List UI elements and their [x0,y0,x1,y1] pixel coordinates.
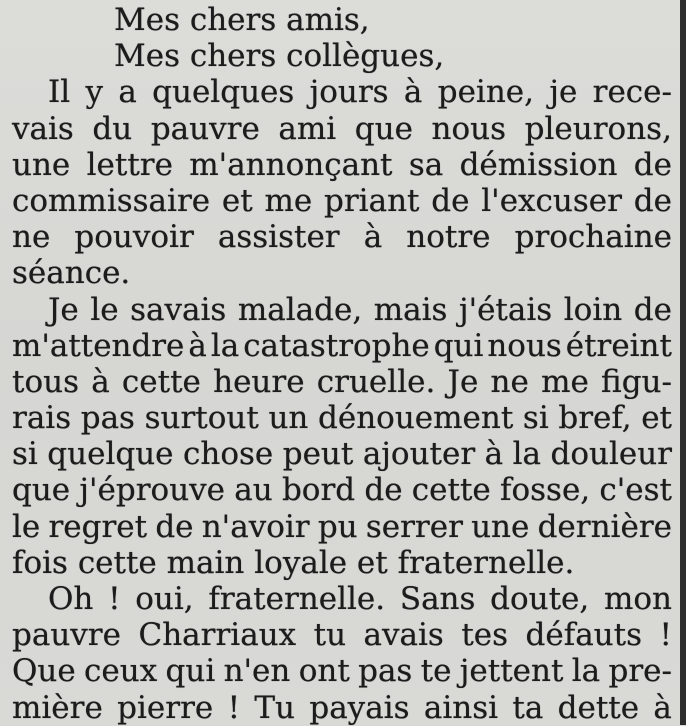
text-line: ne pouvoir assister à notre prochaine [12,219,672,256]
text-line: rais pas surtout un dénouement si bref, et [12,400,672,437]
text-line: Que ceux qui n'en ont pas te jettent la pre- [12,653,672,690]
salutation-line: Mes chers amis, [114,2,370,38]
text-line: séance. [12,255,131,292]
text-line: Je le savais malade, mais j'étais loin de [48,291,672,328]
column-rule [680,0,686,725]
text-line: mière pierre ! Tu payais ainsi ta dette à [12,689,672,726]
text-line: pauvre Charriaux tu avais tes défauts ! [12,617,672,654]
text-line: tous à cette heure cruelle. Je ne me figu- [12,363,672,400]
text-line: commissaire et me priant de l'excuser de [12,182,672,219]
text-line: que j'éprouve au bord de cette fosse, c'est [12,472,672,509]
text-line: fois cette main loyale et fraternelle. [12,544,575,581]
text-line: vais du pauvre ami que nous pleurons, [12,110,672,147]
text-line: Il y a quelques jours à peine, je rece- [48,74,672,111]
text-line: si quelque chose peut ajouter à la douleur [12,436,672,473]
text-line: m'attendre à la catastrophe qui nous étreint [12,327,672,364]
text-line: une lettre m'annonçant sa démission de [12,146,672,183]
salutation-line: Mes chers collègues, [114,38,445,75]
text-line: Oh ! oui, fraternelle. Sans doute, mon [48,581,672,617]
text-line: le regret de n'avoir pu serrer une dernière [12,508,672,545]
article-column [12,2,672,726]
